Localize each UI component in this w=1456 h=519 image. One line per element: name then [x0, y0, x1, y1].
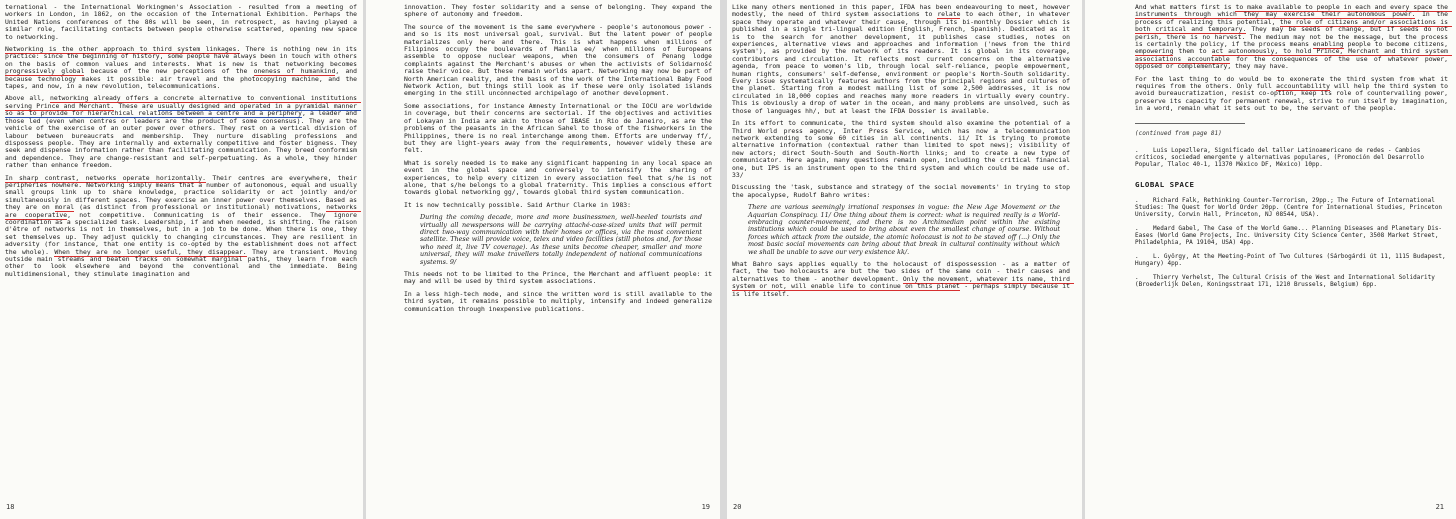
page-number: 20: [733, 503, 742, 511]
paragraph: [404, 22, 716, 98]
text-run: For the last thing to do would be to exonerate the third system from what it requires from the others. Only full: [1135, 74, 1452, 91]
highlighted-text: Networking is the other approach to third system linkages.: [5, 45, 241, 54]
text-run: What is sorely needed is to make any significant happening in any local space an event in the global space and conversely to intensify the sharing of experiences, to help every citizen in every association feel that s/he is not alone, that s/he belongs to a global fraternity. This implies a conscious effort towards global networking gg/, towards global third system communication.: [404, 158, 716, 197]
paragraph: [1135, 74, 1452, 113]
paragraph: [404, 101, 716, 155]
text-run: because of the new perceptions of the: [84, 67, 254, 76]
text-run: What Bahro says applies equally to the holocaust of dispossession - as a matter of fact, the two holocausts are but the two sides of the same coin - their causes and alternatives to them - another development.: [732, 260, 1074, 283]
text-run: to each other, in whatever space they operate and whatever their cause, through its bi-monthly Dossier which is published in a single tri-lingual edition (English, French, Spanish). Dedicated as it is to the search for another development, it publishes case studies, notes on experiences, alternative views and approaches and information ('news from the third system'), as provided by the network of its readers. It is global in its coverage, contributors and circulation. It reflects most current concerns on the alternative agenda, from peace to women's lib, through local self-reliance, people empowerment, human rights, consumers' self-defense, environment or people's North-South solidarity. Every issue systematically features authors from the principal regions and cultures of the planet. Starting from a modest mailing list of some 2,500 addresses, it is now circulated in 18,000 copies and reaches many more readers in virtually every country. This is obviously a drop of water in the ocean, and many problems are unsolved, such as those of languages hh/, but at least the IFDA Dossier is available.: [732, 10, 1074, 115]
text-run: Their centres are everywhere, their peripheries nowhere. Networking simply means that a number of autonomous, equal and usually small groups link up to share knowledge, practice solidarity or act jointly and/or simultaneously in different spaces. They exercise an inner power over themselves. Based as they are on: [5, 173, 361, 212]
text-run: These are: [114, 101, 158, 110]
paragraph: [732, 119, 1074, 179]
text-run: them to: [1173, 47, 1212, 56]
text-run: And what matters first is: [1135, 3, 1236, 11]
page-19: [366, 0, 720, 519]
block-quote: [732, 204, 1070, 256]
text-run: In a less high-tech mode, and since the written word is still available to the third system, it remains possible to multiply, intensify and indeed generalize communication through inexpensive publications.: [404, 289, 716, 313]
paragraph: [5, 94, 361, 170]
highlighted-text: usually designed and operated in a pyramidal manner so as to provide for hierarchical relations between a centre and a periphery: [5, 101, 361, 118]
text-run: will help the third system to avoid bureaucratization, resist co-option, keep its role of countervailing power, preserve its capacity for permanent renewal, strive to run itself by imagination, in a word, remain what it sets out to be, the servant of the people.: [1135, 82, 1452, 113]
text-run: Above all,: [5, 94, 51, 103]
block-quote: [404, 214, 712, 266]
highlighted-text: moral: [54, 203, 75, 212]
highlighted-text: networking already offers a concrete alternative to conventional institutions serving Prince and Merchant.: [5, 94, 361, 110]
text-run: It is now technically possible. Said Arthur Clarke in 1983:: [404, 200, 632, 209]
page-body: [732, 3, 1074, 298]
text-run: people to become citizens,: [1343, 40, 1452, 49]
page-20: [727, 0, 1082, 519]
text-run: This needs not to be limited to the Prince, the Merchant and affluent people: it may and will be used by third system associations.: [404, 270, 716, 286]
paragraph: [5, 173, 361, 279]
paragraph: [5, 3, 361, 41]
reference-item: . L. György, At the Meeting-Point of Two Cultures (Sárbogárdi út 11, 1115 Budapest, Hungary) 4pp.: [1135, 252, 1450, 267]
text-run: , and because technology makes it possible: air travel and the photocopying machine, and the tapes, and now, in a new revolution, telecommunications.: [5, 67, 361, 91]
paragraph: [404, 289, 716, 313]
reference-item: . Medard Gabel, The Case of the World Game... Planning Diseases and Planetary Dis-Eases (World Game Projects, Inc. University City Science Center, 3508 Market Street, Philadelphia, PA 19104, USA) 4pp.: [1135, 224, 1443, 246]
text-run: There is nothing new in its practice: since the beginning of history, some people have always been in touch with others on the basis of common values and interests. What is new is that networking becomes: [5, 45, 361, 68]
page-body: [404, 3, 716, 313]
highlighted-text: relate: [937, 10, 961, 19]
highlighted-text: Only the movement, whatever its name, third system or not, will enable life to continue on this planet: [732, 274, 1074, 291]
reference-item: . Richard Falk, Rethinking Counter-Terrorism, 29pp.; The Future of International Studies: The Quest for World Order 20pp. (Centre for International Studies, Princeton University, Corwin Hall, Princeton, NJ 08544, USA).: [1135, 196, 1446, 218]
paragraph: [404, 202, 712, 209]
highlighted-text: empowering: [1135, 47, 1174, 56]
text-run: (as distinct from professional or institutional) motivations,: [74, 203, 327, 212]
paragraph: [732, 183, 1074, 199]
section-divider: [1135, 123, 1245, 124]
page-21: [1085, 0, 1456, 519]
highlighted-text: act autonomously, to hold Prince, Merchant and third system associations accountable: [1135, 47, 1452, 63]
text-run: They are transient. Moving outside main streams and beaten tracks on somewhat marginal paths, they learn from each other to look elsewhere and beyond the conventional and the immediate. Being multidimensional, they stimulate imagination and: [5, 247, 361, 278]
text-run: Some associations, for instance Amnesty International or the IOCU are worldwide in coverage, but their concerns are sectorial. If the objectives and activities of Lokayan in India are akin to those of IBASE in Rio de Janeiro, as are the problems of the peasants in the African Sahel to those of the fishworkers in the Philippines, there is no real interchange among them. Efforts are underway ff/, but they are light-years away from the requirements, however widely these are felt.: [404, 101, 716, 155]
highlighted-text: In sharp contrast, networks operate horizontally.: [5, 173, 207, 182]
page-number: 19: [701, 503, 710, 511]
section-title: GLOBAL SPACE: [1135, 179, 1195, 189]
highlighted-text: When they are no longer useful, they disappear.: [54, 247, 247, 256]
highlighted-text: the role of citizens and/or associations is both critical and temporary.: [1135, 17, 1452, 34]
highlighted-text: networks are cooperative: [5, 203, 361, 219]
text-run: - perhaps simply because it is life itself.: [732, 282, 1074, 298]
highlighted-text: accountability: [1276, 82, 1330, 91]
reference-item: . Thierry Verhelst, The Cultural Crisis of the West and International Solidarity (Broederlijk Delen, Koningsstraat 171, 1210 Brussels, Belgium) 6pp.: [1135, 273, 1439, 288]
page-number: 18: [6, 503, 15, 511]
text-run: In its effort to communicate, the third system should also examine the potential of a Third World press agency, Inter Press Service, which has now a telecommunication network extending to some 60 cities in all continents. ii/ It is trying to promote alternative information (contextual rather than limited to spot news); visibility of new actors; direct South-South and South-North links; and to create a new type of communicator. Here again, many questions remain open, including the critical financial one, but IPS is an instrument open to the third system and which could be made use of. 33/: [732, 119, 1074, 179]
continued-note: (continued from page 81): [1135, 129, 1222, 137]
text-run: During the coming decade, more and more businessmen, well-heeled tourists and virtually all newspersons will be carrying attaché-case-sized units that will permit direct two-way communication with their homes or offices, via the most convenient satellite. These will provide voice, telex and video facilities (still photos and, for those who need it, live TV coverage). As these units become cheaper, smaller and more universal, they will make travellers totally independent of national communications systems. 9/: [420, 213, 705, 266]
paragraph: [1135, 3, 1452, 71]
text-run: Like many others mentioned in this paper, IFDA has been endeavouring to meet, however modestly, the need of third system associations to: [732, 3, 1074, 19]
highlighted-text: enabling: [1312, 40, 1344, 49]
page-body: [5, 3, 361, 278]
highlighted-text: to make available to people in each and every space the instruments through which they may exercise their autonomous power.: [1135, 3, 1452, 19]
paragraph: [404, 3, 716, 19]
text-run: The source of the movement is the same everywhere - people's autonomous power - and so is its most universal goal, survival. But the latent power of people materializes only here and there. This is what happens when millions of Filipinos occupy the boulevards of Manila ee/ when millions of Europeans assemble to oppose nuclear weapons, when the consumers of Penang lodge complaints against the Merchant's abuses or when the activists of Solidarność raise their voice. But these remain worlds apart. Networking may now be part of North American reality, and the basis of the work of the International Baby Food Network Action, but things still look as if these were only isolated islands emerging in the still unconnected archipelago of another development.: [404, 22, 716, 98]
text-run: , a leader and those led (even when centres or leaders are the product of some consensus). They are the vehicle of the exercise of an outer power over others. They rest on a vertical division of labour between bureaucrats and membership. They nurture disabling professions and dispossess people. They are internally and externally competitive and foster bigness. They seek and dispense information rather than facilitating communication. They breed conformism and dependence. They are change-resistant and self-perpetuating. As a whole, they hinder rather than enhance freedom.: [5, 109, 361, 170]
paragraph: [404, 270, 716, 286]
page-body: [1135, 3, 1452, 113]
paragraph: [5, 45, 361, 91]
text-run: , not competitive. Communicating is of their essence. They ignore coordination as a specialized task. Leadership, if and when needed, is shifting. The raison d'être of networks is not in themselves, but in a job to be done. When there is one, they set themselves up. They adjust quickly to changing circumstances. They are resilient in adversity (for instance, that one entity is co-opted by the establishment does not affect the whole).: [5, 210, 361, 256]
text-run: They may be seeds of change, but if seeds do not perish, there is no harvest. The medium may not be the message, but the process is certainly the policy, if the process means: [1135, 25, 1452, 49]
text-run: innovation. They foster solidarity and a sense of belonging. They expand the sphere of autonomy and freedom.: [404, 3, 716, 19]
highlighted-text: progressively global: [5, 67, 85, 76]
text-run: ternational - the International Workingmen's Association - resulted from a meeting of workers in London, in 1862, on the occasion of the International Exhibition. Perhaps the United Nations conferences of the 80s will be seen, in retrospect, as having played a similar role, facilitating contacts between people otherwise scattered, opening new space to networking.: [5, 3, 361, 41]
text-run: In the process of realizing this potential,: [1135, 10, 1452, 26]
highlighted-text: oneness of humankind: [253, 67, 336, 76]
text-run: Discussing the 'task, substance and strategy of the social movements' in trying to stop the apocalypse, Rudolf Bahro writes:: [732, 183, 1074, 199]
paragraph: [404, 158, 716, 197]
paragraph: [732, 3, 1074, 115]
text-run: There are various seemingly irrational responses in vogue: the New Age Movement or the Aquarian Conspiracy. 11/ One thing about them is correct: what is required really is a World-embracing counter-movement, and there is no Archimedian point within the existing institutions which could be used to bring about even the smallest change of course. Without forces which attack from the outside, the atomic holocaust is not to be staved off (...) Only the most basic social movements can bring about that break in cultural continuity without which we shall be unable to save our very existence kk/.: [748, 203, 1063, 256]
page-18: [0, 0, 363, 519]
reference-item: . Luis Lopezllera, Significado del taller Latinoamericano de redes - Cambios críticos, sociedad emergente y alternativas populares, (Promoción del Desarrollo Popular, Tlaloc 40-1, 11370 México DF, México) 10pp.: [1135, 146, 1428, 168]
page-number: 21: [1435, 503, 1444, 511]
paragraph: [732, 260, 1074, 298]
text-run: for the consequences of the use of whatever power, opposed or complementary, they may have.: [1135, 54, 1452, 71]
